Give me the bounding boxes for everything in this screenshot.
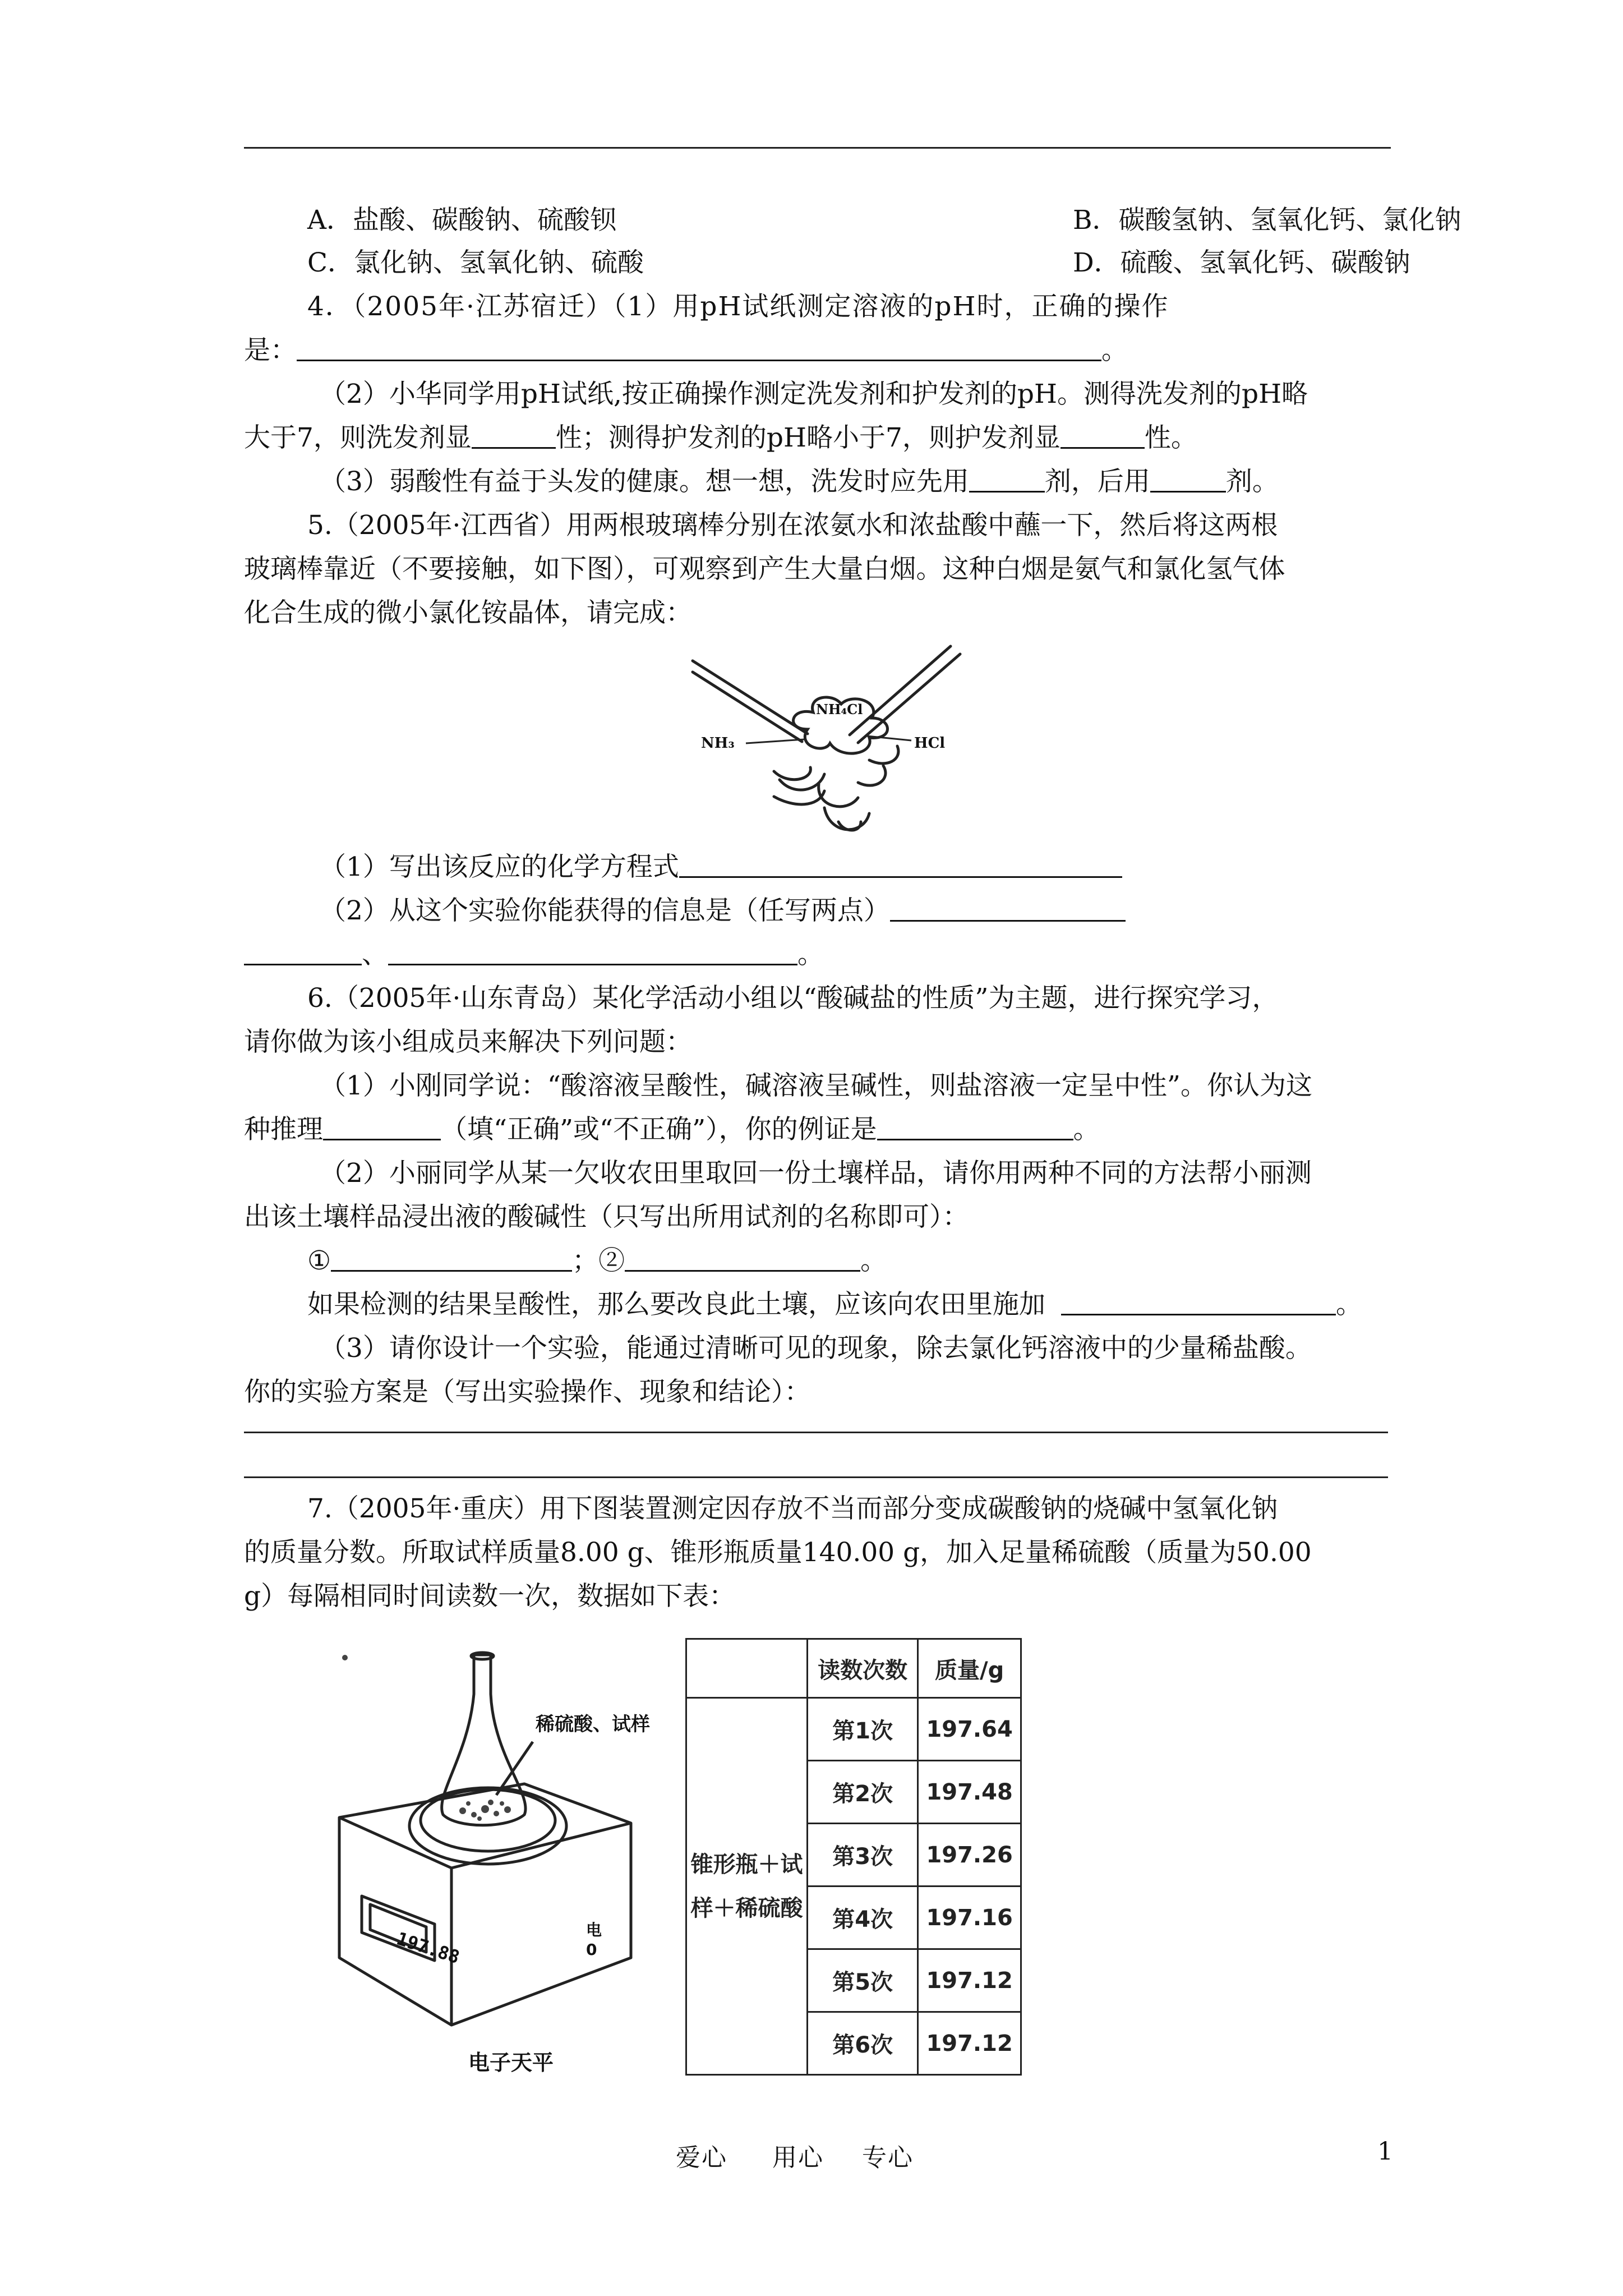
header-reading-count: 读数次数 xyxy=(808,1639,918,1698)
q6-part2-line-4 xyxy=(307,1283,1454,1326)
q7-line-1: 7.（2005年·重庆）用下图装置测定因存放不当而部分变成碳酸钠的烧碱中氢氧化钠 xyxy=(307,1493,1278,1524)
answer-blank[interactable] xyxy=(679,850,1122,878)
q5-line-1: 5.（2005年·江西省）用两根玻璃棒分别在浓氨水和浓盐酸中蘸一下，然后将这两根 xyxy=(307,510,1278,541)
reading-mass: 197.16 xyxy=(918,1887,1021,1949)
q6-part1-line-1: （1）小刚同学说：“酸溶液呈酸性，碱溶液呈碱性，则盐溶液一定呈中性”。你认为这 xyxy=(320,1070,1312,1101)
q4-part2-line-2 xyxy=(244,417,1391,459)
page-number: 1 xyxy=(1377,2137,1393,2166)
table-row xyxy=(686,1698,1021,1761)
q6-part2-line-1: （2）小丽同学从某一欠收农田里取回一份土壤样品，请你用两种不同的方法帮小丽测 xyxy=(320,1158,1312,1189)
q4-end: 。 xyxy=(1101,335,1128,366)
q4-text: 剂，后用 xyxy=(1044,466,1150,497)
q6-text: 。 xyxy=(1336,1289,1362,1320)
option-c: C．氯化钠、氢氧化钠、硫酸 xyxy=(307,247,644,278)
row-group-label xyxy=(686,1698,808,2075)
option-d: D．硫酸、氢氧化钙、碳酸钠 xyxy=(1073,247,1410,278)
q6-text: 。 xyxy=(1073,1114,1100,1145)
glass-rods-figure xyxy=(690,639,981,853)
answer-blank[interactable] xyxy=(625,1244,860,1272)
footer-text-1: 爱心 xyxy=(676,2143,727,2172)
table-corner xyxy=(686,1639,808,1698)
answer-blank[interactable] xyxy=(1150,465,1226,493)
q6-part3-line-1: （3）请你设计一个实验，能通过清晰可见的现象，除去氯化钙溶液中的少量稀盐酸。 xyxy=(320,1333,1312,1364)
q6-text: （填“正确”或“不正确”），你的例证是 xyxy=(441,1114,877,1145)
q6-text: 种推理 xyxy=(244,1114,323,1145)
reading-number: 第5次 xyxy=(808,1949,918,2012)
q6-text: 如果检测的结果呈酸性，那么要改良此土壤，应该向农田里施加 xyxy=(307,1289,1045,1320)
reading-number: 第2次 xyxy=(808,1761,918,1824)
option-a: A．盐酸、碳酸钠、硫酸钡 xyxy=(307,205,616,236)
q5-text: （2）从这个实验你能获得的信息是（任写两点） xyxy=(320,895,890,926)
mass-readings-table xyxy=(685,1638,1022,2076)
q5-text: 、 xyxy=(362,939,388,970)
q5-line-3: 化合生成的微小氯化铵晶体，请完成： xyxy=(244,597,692,628)
q5-sub-1 xyxy=(320,846,1467,889)
reading-number: 第3次 xyxy=(808,1824,918,1887)
header-mass: 质量/g xyxy=(918,1639,1021,1698)
q6-text: ① xyxy=(307,1245,331,1276)
answer-blank[interactable] xyxy=(890,894,1126,922)
reading-mass: 197.12 xyxy=(918,2012,1021,2075)
row-group-label-line: 样＋稀硫酸 xyxy=(690,1895,803,1921)
q3-options-row-2 xyxy=(307,242,1454,284)
q4-part3 xyxy=(320,461,1467,503)
q5-sub-2 xyxy=(320,890,1467,932)
q4-label: 是： xyxy=(244,335,297,366)
answer-blank[interactable] xyxy=(1061,421,1145,449)
hcl-label: HCl xyxy=(914,735,946,752)
answer-blank[interactable] xyxy=(297,334,1101,361)
answer-blank[interactable] xyxy=(244,938,362,965)
q7-line-3: g）每隔相同时间读数一次，数据如下表： xyxy=(244,1581,736,1612)
balance-side-mark-2: 0 xyxy=(586,1940,597,1959)
reading-mass: 197.48 xyxy=(918,1761,1021,1824)
q4-text: 剂。 xyxy=(1225,466,1279,497)
footer-text-3: 专心 xyxy=(862,2143,914,2172)
table-header-row xyxy=(686,1639,1021,1698)
q4-text: 性。 xyxy=(1144,422,1197,453)
reading-number: 第1次 xyxy=(808,1698,918,1761)
answer-blank[interactable] xyxy=(969,465,1045,493)
q6-text: ；② xyxy=(572,1245,625,1276)
balance-caption: 电子天平 xyxy=(468,2050,554,2075)
q6-text: 。 xyxy=(860,1245,887,1276)
nh3-label: NH₃ xyxy=(701,735,735,752)
q6-part2-line-2: 出该土壤样品浸出液的酸碱性（只写出所用试剂的名称即可）： xyxy=(244,1202,969,1232)
option-b: B．碳酸氢钠、氢氧化钙、氯化钠 xyxy=(1073,205,1461,236)
footer-text-2: 用心 xyxy=(772,2143,824,2172)
q6-part2-answers xyxy=(307,1240,1454,1282)
q3-options-row-1 xyxy=(307,199,1461,242)
answer-blank[interactable] xyxy=(1061,1288,1336,1315)
answer-line[interactable] xyxy=(244,1432,1388,1433)
q5-sub-2-cont xyxy=(244,933,1391,976)
q5-line-2: 玻璃棒靠近（不要接触，如下图），可观察到产生大量白烟。这种白烟是氨气和氯化氢气体 xyxy=(244,554,1285,585)
reading-number: 第6次 xyxy=(808,2012,918,2075)
answer-line[interactable] xyxy=(244,1476,1388,1478)
q4-part2-line-1: （2）小华同学用pH试纸,按正确操作测定洗发剂和护发剂的pH。测得洗发剂的pH略 xyxy=(320,379,1308,409)
reading-mass: 197.64 xyxy=(918,1698,1021,1761)
q7-line-2: 的质量分数。所取试样质量8.00 g、锥形瓶质量140.00 g，加入足量稀硫酸（质量为50.00 xyxy=(244,1537,1312,1568)
q4-text: 大于7，则洗发剂显 xyxy=(244,422,472,453)
q4-text: 性；测得护发剂的pH略小于7，则护发剂显 xyxy=(555,422,1061,453)
answer-blank[interactable] xyxy=(472,421,556,449)
reading-number: 第4次 xyxy=(808,1887,918,1949)
q6-line-2: 请你做为该小组成员来解决下列问题： xyxy=(244,1027,692,1057)
reading-mass: 197.12 xyxy=(918,1949,1021,2012)
row-group-label-line: 锥形瓶＋试 xyxy=(690,1851,803,1878)
q6-part1-line-2 xyxy=(244,1108,1391,1151)
q4-text: （3）弱酸性有益于头发的健康。想一想，洗发时应先用 xyxy=(320,466,969,497)
reading-mass: 197.26 xyxy=(918,1824,1021,1887)
q5-text: （1）写出该反应的化学方程式 xyxy=(320,852,679,882)
q4-line-1: 4．（2005年·江苏宿迁）（1）用pH试纸测定溶液的pH时，正确的操作 xyxy=(307,291,1169,322)
balance-display: 197.88 xyxy=(394,1927,463,1968)
answer-blank[interactable] xyxy=(331,1244,572,1272)
nh4cl-label: NH₄Cl xyxy=(816,701,863,717)
answer-blank[interactable] xyxy=(877,1113,1073,1140)
answer-blank[interactable] xyxy=(388,938,797,965)
answer-blank[interactable] xyxy=(323,1113,441,1140)
electronic-balance-figure xyxy=(322,1644,659,2092)
q6-part3-line-2: 你的实验方案是（写出实验操作、现象和结论）： xyxy=(244,1377,811,1407)
q4-line-2 xyxy=(244,329,1391,372)
reagent-label: 稀硫酸、试样 xyxy=(536,1713,650,1736)
header-rule xyxy=(244,147,1391,149)
q6-line-1: 6.（2005年·山东青岛）某化学活动小组以“酸碱盐的性质”为主题，进行探究学习， xyxy=(307,983,1279,1014)
q5-text: 。 xyxy=(797,939,824,970)
balance-side-mark: 电 xyxy=(586,1921,602,1939)
